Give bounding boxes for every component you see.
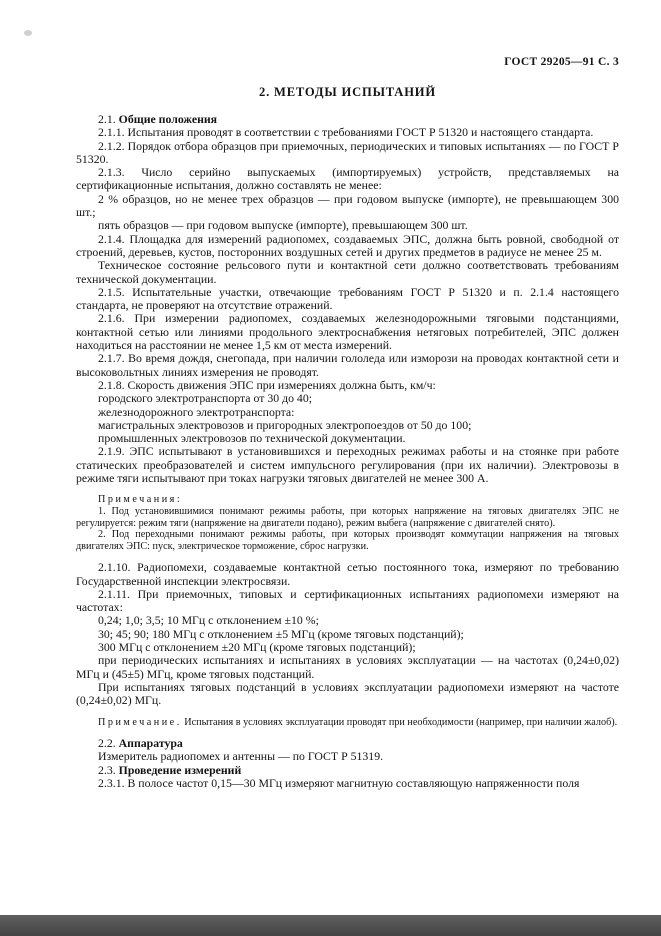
- body-paragraph: [76, 641, 619, 654]
- text-run: 2 % образцов, но не менее трех образцов — при годовом выпуске (импорте), не превышающем 300 шт.;: [76, 191, 619, 220]
- body-paragraph: [76, 193, 619, 220]
- text-run: 2.1.2. Порядок отбора образцов при приемочных, периодических и типовых испытаниях — по ГОСТ Р 51320.: [76, 138, 619, 166]
- text-run: 2.1.1. Испытания проводят в соответствии с требованиями ГОСТ Р 51320 и настоящего стандарта.: [98, 125, 594, 140]
- note-paragraph: [76, 494, 619, 506]
- text-run: 2. Под переходными понимают режимы работы, при которых производят коммутации напряжения на тяговых двигателях ЭПС: пуск, электрическое торможение, сброс нагрузки.: [76, 529, 619, 552]
- body-paragraph: [76, 166, 619, 193]
- body-paragraph: [76, 113, 619, 126]
- text-run: 30; 45; 90; 180 МГц с отклонением ±5 МГц (кроме тяговых подстанций);: [98, 626, 464, 641]
- body-paragraph: [76, 681, 619, 708]
- body-paragraph: [76, 219, 619, 232]
- body-paragraph: [76, 654, 619, 681]
- body-paragraph: [76, 445, 619, 485]
- body-paragraph: [76, 126, 619, 139]
- text-run: 300 МГц с отклонением ±20 МГц (кроме тяговых подстанций);: [98, 640, 416, 655]
- text-run: 2.3.: [98, 762, 119, 777]
- body-paragraph: [76, 406, 619, 419]
- text-run: 2.1.10. Радиопомехи, создаваемые контактной сетью постоянного тока, измеряют по требованию Государственной инспекции электросвязи.: [76, 560, 619, 588]
- body-paragraph: [76, 352, 619, 379]
- text-run: 2.2.: [98, 736, 119, 751]
- text-run: 2.1.6. При измерении радиопомех, создаваемых железнодорожными тяговыми подстанциями, контактной сетью или линиями продольного электроснабжения нетяговых потребителей, ЭПС должен находиться на расстоянии не менее 1,5 км от места измерений.: [76, 311, 619, 353]
- body-paragraph: [76, 312, 619, 352]
- note-paragraph: [76, 529, 619, 552]
- text-run: Измеритель радиопомех и антенны — по ГОСТ Р 51319.: [98, 749, 384, 764]
- body-paragraph: [76, 259, 619, 286]
- text-run: 2.3.1. В полосе частот 0,15—30 МГц измеряют магнитную составляющую напряженности поля: [98, 776, 580, 791]
- body-paragraph: [76, 419, 619, 432]
- body-paragraph: [76, 737, 619, 750]
- note-paragraph: [76, 717, 619, 729]
- body-paragraph: [76, 614, 619, 627]
- text-run: 2.1.11. При приемочных, типовых и сертификационных испытаниях радиопомехи измеряют на частотах:: [76, 586, 619, 615]
- text-run: 2.1.4. Площадка для измерений радиопомех, создаваемых ЭПС, должна быть ровной, свободной от строений, деревьев, кустов, посторонних воздушных сетей и других предметов в радиусе не менее 25 м.: [76, 231, 619, 259]
- body-paragraph: [76, 233, 619, 260]
- document-body: [76, 113, 619, 790]
- body-paragraph: [76, 286, 619, 313]
- text-run: 2.1.9. ЭПС испытывают в установившихся и переходных режимах работы и на стоянке при работе статических преобразователей и систем импульсного регулирования (при их наличии). Электровозы в режиме тяги испытывают при токах нагрузки тяговых двигателей не менее 300 А.: [76, 444, 619, 486]
- section-title: 2. МЕТОДЫ ИСПЫТАНИЙ: [259, 85, 436, 99]
- text-run: При испытаниях тяговых подстанций в условиях эксплуатации радиопомехи измеряют на частоте (0,24±0,02) МГц.: [76, 679, 619, 708]
- text-run: при периодических испытаниях и испытаниях в условиях эксплуатации — на частотах (0,24±0,02) МГц и (45±5) МГц, кроме тяговых подстанций.: [76, 653, 619, 681]
- body-paragraph: [76, 588, 619, 615]
- text-run: 0,24; 1,0; 3,5; 10 МГц с отклонением ±10 %;: [98, 613, 319, 628]
- scan-artifact: [24, 30, 32, 36]
- text-run: Испытания в условиях эксплуатации проводят при необходимости (например, при наличии жалоб).: [181, 716, 618, 728]
- text-run: Примечания:: [98, 494, 183, 506]
- text-run: магистральных электровозов и пригородных электропоездов от 50 до 100;: [98, 417, 472, 432]
- text-run: 1. Под установившимися понимают режимы работы, при которых напряжение на тяговых двигателях ЭПС не регулируется: режим тяги (напряжение на двигатели подано), режим выбега (напряжение с двигателей снято).: [76, 505, 619, 529]
- text-run: городского электротранспорта от 30 до 40;: [98, 391, 312, 406]
- body-paragraph: [76, 628, 619, 641]
- text-run: Общие положения: [118, 112, 218, 126]
- text-run: Аппаратура: [118, 736, 183, 751]
- body-paragraph: [76, 750, 619, 763]
- text-run: пять образцов — при годовом выпуске (импорте), превышающем 300 шт.: [98, 218, 468, 233]
- body-paragraph: [76, 764, 619, 777]
- text-run: Техническое состояние рельсового пути и контактной сети должно соответствовать требованиям технической документации.: [76, 258, 619, 286]
- text-run: 2.1.5. Испытательные участки, отвечающие требованиям ГОСТ Р 51320 и п. 2.1.4 настоящего стандарта, не проверяют на отсутствие отражений.: [76, 284, 619, 313]
- text-run: 2.1.7. Во время дождя, снегопада, при наличии гололеда или изморози на проводах контактной сети и высоковольтных линиях измерения не проводят.: [76, 351, 619, 379]
- text-run: 2.1.8. Скорость движения ЭПС при измерениях должна быть, км/ч:: [98, 377, 436, 392]
- page-header: ГОСТ 29205—91 С. 3: [504, 56, 619, 68]
- body-paragraph: [76, 777, 619, 790]
- body-paragraph: [76, 561, 619, 588]
- document-content: [76, 56, 619, 790]
- body-paragraph: [76, 140, 619, 167]
- text-run: 2.1.: [98, 112, 119, 126]
- body-paragraph: [76, 379, 619, 392]
- text-run: Примечание.: [98, 716, 182, 728]
- text-run: Проведение измерений: [118, 762, 242, 777]
- text-run: промышленных электровозов по технической документации.: [98, 431, 406, 446]
- body-paragraph: [76, 432, 619, 445]
- text-run: железнодорожного электротранспорта:: [98, 404, 295, 419]
- note-paragraph: [76, 506, 619, 529]
- text-run: 2.1.3. Число серийно выпускаемых (импортируемых) устройств, представляемых на сертификационные испытания, должно составлять не менее:: [76, 165, 619, 193]
- body-paragraph: [76, 392, 619, 405]
- scan-bottom-edge: [0, 915, 661, 936]
